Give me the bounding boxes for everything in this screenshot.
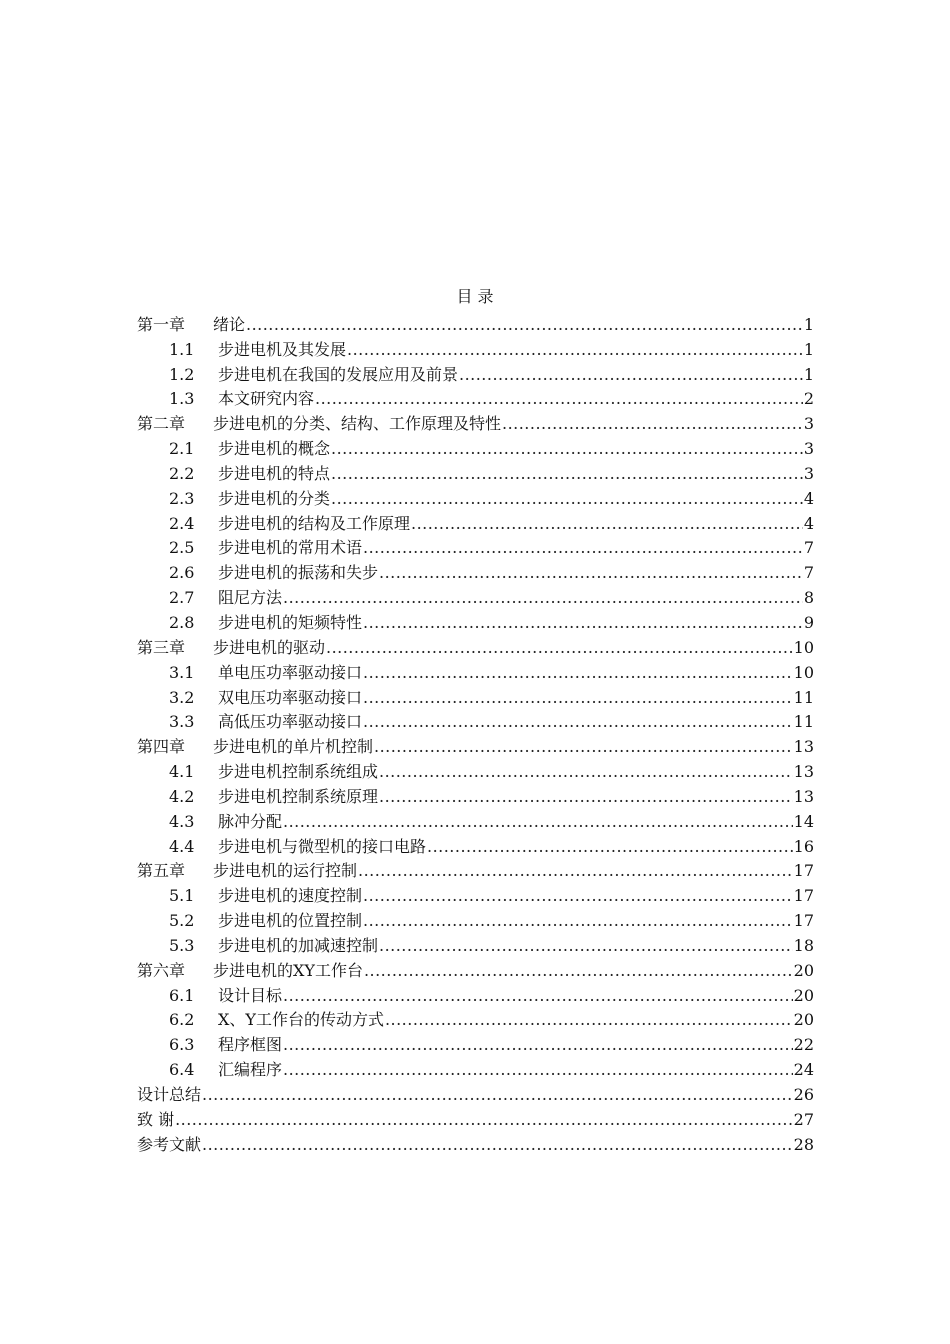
toc-entry-title: 步进电机的速度控制 [218,886,363,906]
toc-entry-number: 2.7 [169,588,195,608]
toc-leader-dots [502,413,803,435]
toc-entry-page: 10 [793,637,814,657]
toc-entry-number: 第五章 [137,861,186,881]
toc-leader-dots [379,761,793,783]
toc-leader-dots [347,339,803,361]
toc-entry [137,336,814,361]
toc-entry-title: 步进电机的特点 [218,463,331,483]
toc-leader-dots [315,388,803,410]
toc-entry-number: 1.2 [169,364,195,384]
toc-entry-title: 步进电机的加减速控制 [218,935,379,955]
toc-entry-number: 3.1 [169,662,195,682]
toc-entry-page: 1 [803,314,814,334]
toc-entry-title: 步进电机的概念 [218,439,331,459]
toc-leader-dots [411,513,803,535]
toc-entry-title: X、Y工作台的传动方式 [218,1010,384,1030]
toc-entry-page: 3 [803,463,814,483]
toc-entry-number: 5.1 [169,886,195,906]
toc-entry-title: 绪论 [213,314,246,334]
toc-entry [137,858,814,883]
toc-leader-dots [202,1134,793,1156]
toc-entry-page: 4 [803,488,814,508]
toc-leader-dots [363,687,793,709]
toc-entry-page: 7 [803,563,814,583]
toc-entry-number: 1.1 [169,339,195,359]
toc-entry [137,982,814,1007]
toc-entry-title: 步进电机控制系统原理 [218,786,379,806]
toc-entry-page: 17 [793,911,814,931]
toc-entry-number: 2.2 [169,463,195,483]
toc-entry-number: 1.3 [169,389,195,409]
toc-entry-title: 步进电机的分类 [218,488,331,508]
toc-entry-page: 11 [793,712,814,732]
toc-entry-title: 致 谢 [137,1109,175,1129]
toc-entry-page: 17 [793,886,814,906]
toc-entry-number: 2.8 [169,612,195,632]
toc-entry-number: 2.4 [169,513,195,533]
toc-entry [137,460,814,485]
toc-entry-number: 2.6 [169,563,195,583]
toc-entry-number: 第四章 [137,737,186,757]
toc-entry-title: 步进电机的XY工作台 [213,960,363,980]
toc-entry-title: 步进电机及其发展 [218,339,347,359]
toc-entry [137,1007,814,1032]
toc-leader-dots [202,1084,793,1106]
toc-entry-title: 程序框图 [218,1035,283,1055]
toc-entry-number: 3.2 [169,687,195,707]
toc-entry [137,758,814,783]
toc-leader-dots [427,836,793,858]
toc-entry-number: 2.1 [169,439,195,459]
toc-entry-title: 汇编程序 [218,1060,283,1080]
toc-entry-number: 5.3 [169,935,195,955]
toc-leader-dots [363,537,803,559]
toc-entry-number: 4.1 [169,762,195,782]
toc-entry-title: 高低压功率驱动接口 [218,712,363,732]
toc-entry-number: 4.4 [169,836,195,856]
toc-leader-dots [379,562,803,584]
toc-entry-page: 18 [793,935,814,955]
toc-leader-dots [331,438,803,460]
toc-entry-page: 1 [803,339,814,359]
toc-leader-dots [246,314,803,336]
toc-entry [137,1131,814,1156]
toc-entry-title: 本文研究内容 [218,389,315,409]
toc-entry-title: 步进电机的位置控制 [218,911,363,931]
toc-entry [137,386,814,411]
toc-entry-title: 步进电机的驱动 [213,637,326,657]
toc-entry [137,361,814,386]
toc-entry-page: 10 [793,662,814,682]
toc-entry-number: 6.2 [169,1010,195,1030]
toc-entry-title: 步进电机的常用术语 [218,538,363,558]
toc-entry-number: 第三章 [137,637,186,657]
toc-entry [137,833,814,858]
toc-leader-dots [363,711,793,733]
toc-entry-number: 第六章 [137,960,186,980]
toc-entry-title: 步进电机与微型机的接口电路 [218,836,427,856]
toc-entry-title: 双电压功率驱动接口 [218,687,363,707]
toc-entry-page: 4 [803,513,814,533]
toc-entry-page: 17 [793,861,814,881]
toc-entry-page: 1 [803,364,814,384]
toc-entry-page: 14 [793,811,814,831]
toc-entry [137,1106,814,1131]
toc-entry-page: 2 [803,389,814,409]
toc-entry-title: 设计目标 [218,985,283,1005]
toc-entry [137,311,814,336]
toc-entry [137,733,814,758]
toc-entry [137,435,814,460]
toc-entry-number: 2.5 [169,538,195,558]
toc-entry [137,957,814,982]
toc-entry-number: 第二章 [137,414,186,434]
toc-leader-dots [283,1034,793,1056]
toc-entry [137,709,814,734]
toc-entry [137,684,814,709]
toc-entry [137,609,814,634]
toc-entry-page: 13 [793,786,814,806]
toc-entry [137,659,814,684]
toc-entry [137,510,814,535]
toc-entry [137,907,814,932]
toc-entry-page: 16 [793,836,814,856]
toc-entry-number: 第一章 [137,314,186,334]
toc-entry-number: 6.3 [169,1035,195,1055]
toc-entry [137,485,814,510]
toc-entry-title: 设计总结 [137,1085,202,1104]
toc-entry-page: 20 [793,1010,814,1030]
toc-entry-page: 20 [793,985,814,1005]
toc-entry-title: 单电压功率驱动接口 [218,662,363,682]
toc-leader-dots [331,488,803,510]
toc-leader-dots [363,662,793,684]
toc-entry-number: 6.4 [169,1060,195,1080]
toc-entry-page: 3 [803,439,814,459]
toc-entry-page: 8 [803,588,814,608]
toc-entry-title: 脉冲分配 [218,811,283,831]
toc-leader-dots [283,811,793,833]
toc-entry [137,783,814,808]
toc-leader-dots [363,885,793,907]
toc-entry-title: 参考文献 [137,1134,202,1154]
toc-entry [137,410,814,435]
toc-entry-page: 9 [803,612,814,632]
toc-title: 目 录 [456,287,494,306]
toc-entry [137,634,814,659]
toc-entry-page: 13 [793,762,814,782]
toc-entry-title: 阻尼方法 [218,588,283,608]
toc-entry-title: 步进电机在我国的发展应用及前景 [218,364,459,384]
toc-entry [137,584,814,609]
toc-leader-dots [283,985,793,1007]
toc-leader-dots [364,960,793,982]
toc-entry [137,1031,814,1056]
toc-entry [137,535,814,560]
toc-entry-title: 步进电机的运行控制 [213,861,358,881]
toc-entry-title: 步进电机的分类、结构、工作原理及特性 [213,414,502,434]
toc-leader-dots [385,1009,793,1031]
toc-entry-number: 4.3 [169,811,195,831]
toc-entry-title: 步进电机的振荡和失步 [218,563,379,583]
toc-entry-page: 26 [793,1085,814,1104]
toc-entry [137,882,814,907]
toc-entry-title: 步进电机控制系统组成 [218,762,379,782]
toc-leader-dots [379,786,793,808]
toc-entry-page: 22 [793,1035,814,1055]
toc-entry [137,1056,814,1081]
toc-leader-dots [374,736,793,758]
toc-entry-number: 5.2 [169,911,195,931]
toc-leader-dots [331,463,803,485]
toc-leader-dots [358,860,793,882]
toc-entry-number: 4.2 [169,786,195,806]
toc-entry-page: 28 [793,1134,814,1154]
toc-leader-dots [175,1109,793,1131]
toc-entry-page: 7 [803,538,814,558]
toc-entry-title: 步进电机的结构及工作原理 [218,513,411,533]
toc-list [137,311,814,1156]
toc-leader-dots [283,587,803,609]
toc-leader-dots [363,612,803,634]
toc-entry-number: 3.3 [169,712,195,732]
toc-entry-page: 13 [793,737,814,757]
toc-entry-number: 6.1 [169,985,195,1005]
toc-entry-page: 3 [803,414,814,434]
toc-entry [137,559,814,584]
toc-leader-dots [379,935,793,957]
toc-entry-page: 27 [793,1109,814,1129]
toc-entry-page: 11 [793,687,814,707]
toc-entry [137,1081,814,1106]
toc-leader-dots [363,910,793,932]
toc-leader-dots [459,364,803,386]
toc-leader-dots [326,637,793,659]
toc-entry-title: 步进电机的单片机控制 [213,737,374,757]
toc-entry-page: 24 [793,1060,814,1080]
toc-leader-dots [283,1059,793,1081]
toc-entry-number: 2.3 [169,488,195,508]
toc-entry [137,808,814,833]
toc-entry [137,932,814,957]
toc-entry-page: 20 [793,960,814,980]
toc-entry-title: 步进电机的矩频特性 [218,612,363,632]
